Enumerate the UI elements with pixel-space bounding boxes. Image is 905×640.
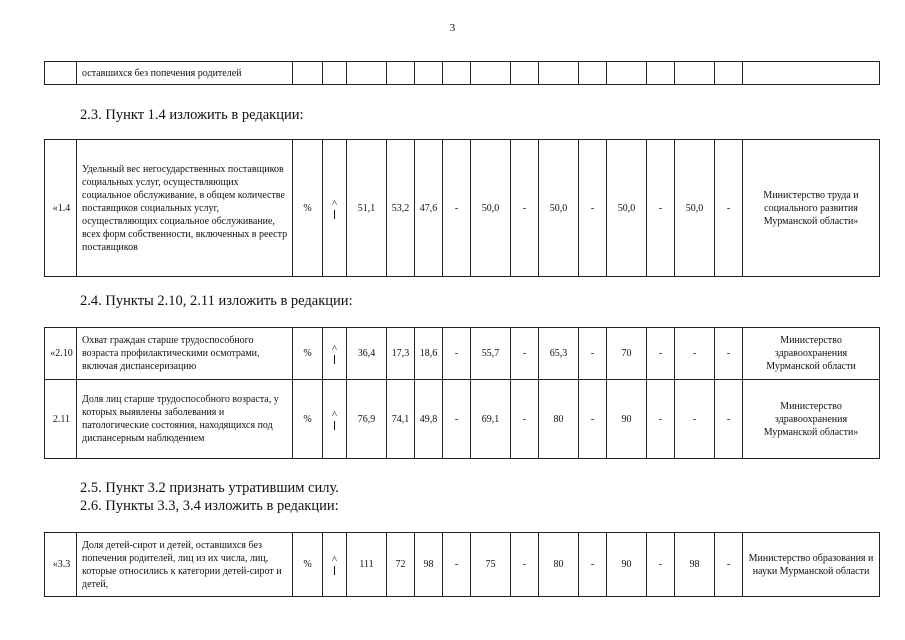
value: 76,9 [347,380,387,459]
value: - [511,328,539,380]
row-number: «2.10 [45,328,77,380]
responsible-ministry: Министерство здравоохранения Мурманской области [743,328,880,380]
value: - [715,533,743,597]
value: 69,1 [471,380,511,459]
indicator-name: Охват граждан старше трудоспособного возраста профилактическими осмотрами, включая диспансеризацию [77,328,293,380]
value: 75 [471,533,511,597]
table-row [45,380,880,459]
value: - [443,533,471,597]
value: 90 [607,533,647,597]
heading-2-5: 2.5. Пункт 3.2 признать утратившим силу. [80,480,339,496]
greater-or-equal-icon: ^ [332,555,337,575]
heading-2-4: 2.4. Пункты 2.10, 2.11 изложить в редакции: [80,293,353,309]
value: - [647,328,675,380]
heading-2-3: 2.3. Пункт 1.4 изложить в редакции: [80,107,304,123]
value: - [715,140,743,277]
heading-2-6: 2.6. Пункты 3.3, 3.4 изложить в редакции: [80,498,339,514]
table-row [45,533,880,597]
value: - [675,380,715,459]
value: 80 [539,380,579,459]
value: - [443,328,471,380]
table-row [45,140,880,277]
indicator-name: Доля лиц старше трудоспособного возраста, у которых выявлены заболевания и патологические состояния, находящихся под диспансерным наблюдением [77,380,293,459]
value: 74,1 [387,380,415,459]
value: 98 [415,533,443,597]
direction [323,533,347,597]
direction [323,380,347,459]
value: 17,3 [387,328,415,380]
value: - [579,140,607,277]
unit: % [293,533,323,597]
responsible-ministry: Министерство образования и науки Мурманской области [743,533,880,597]
row-number: «1.4 [45,140,77,277]
value: 80 [539,533,579,597]
unit: % [293,380,323,459]
row-number: 2.11 [45,380,77,459]
value: - [443,140,471,277]
indicator-name: Доля детей-сирот и детей, оставшихся без попечения родителей, лиц из их числа, лиц, которые относились к категории детей-сирот и детей, [77,533,293,597]
value: 18,6 [415,328,443,380]
value: 50,0 [607,140,647,277]
value: 72 [387,533,415,597]
row-number: «3.3 [45,533,77,597]
value: - [647,533,675,597]
value: 36,4 [347,328,387,380]
table-2-10-2-11 [44,327,880,459]
table-1-4 [44,139,880,277]
value: - [579,533,607,597]
continuation-name: оставшихся без попечения родителей [77,62,293,85]
direction [323,140,347,277]
table-3-3 [44,532,880,597]
value: - [647,380,675,459]
greater-or-equal-icon: ^ [332,344,337,364]
value: - [511,533,539,597]
value: 50,0 [471,140,511,277]
value: - [675,328,715,380]
continuation-table [44,61,880,85]
value: - [715,328,743,380]
responsible-ministry: Министерство здравоохранения Мурманской области» [743,380,880,459]
responsible-ministry: Министерство труда и социального развития Мурманской области» [743,140,880,277]
unit: % [293,140,323,277]
value: - [443,380,471,459]
value: 111 [347,533,387,597]
value: 53,2 [387,140,415,277]
value: - [715,380,743,459]
unit: % [293,328,323,380]
value: 50,0 [539,140,579,277]
page-number: 3 [449,22,456,34]
greater-or-equal-icon: ^ [332,199,337,219]
value: - [511,380,539,459]
value: 65,3 [539,328,579,380]
value: 55,7 [471,328,511,380]
value: 47,6 [415,140,443,277]
value: 49,8 [415,380,443,459]
value: 90 [607,380,647,459]
value: 50,0 [675,140,715,277]
value: - [511,140,539,277]
greater-or-equal-icon: ^ [332,410,337,430]
value: 70 [607,328,647,380]
value: - [579,328,607,380]
indicator-name: Удельный вес негосударственных поставщиков социальных услуг, осуществляющих социальное обслуживание, в общем количестве поставщиков социальных услуг, осуществляющих социальное обслуживание, всех форм собственности, включенных в реестр поставщиков [77,140,293,277]
value: 51,1 [347,140,387,277]
value: - [579,380,607,459]
value: 98 [675,533,715,597]
value: - [647,140,675,277]
direction [323,328,347,380]
table-row [45,328,880,380]
